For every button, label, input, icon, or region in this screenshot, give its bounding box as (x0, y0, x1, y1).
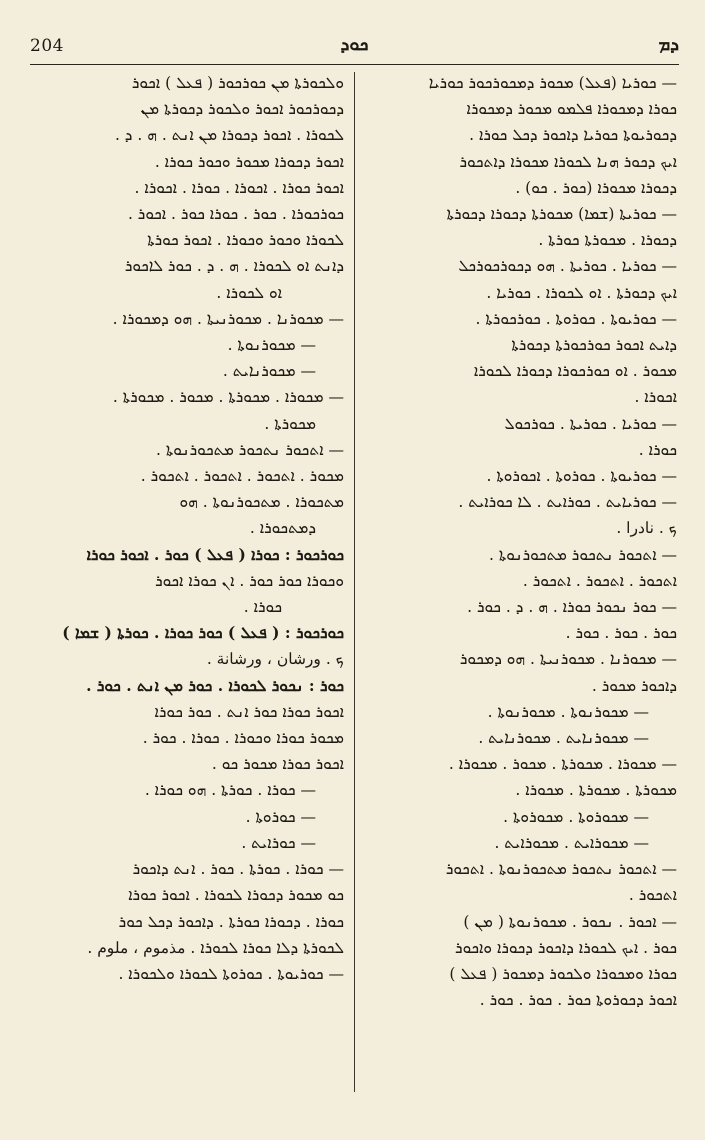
text-line: ܐܬܟܘܪ . ܐܬܟܘܪ . ܐܬܟܘܪ . (522, 571, 677, 590)
text-line: ܕܟܘܪܐ ܡܟܘܪܐ (ܟܘܪ . ܟܘ) . (515, 178, 677, 197)
text-line: ܡܬܟܘܪܐ . ܡܬܟܘܪܢܘܬܐ . ܗܘ (179, 493, 344, 512)
text-line: ܟܘܪ . ܟܘܪ . ܟܘܪ . (565, 624, 677, 643)
left-column (30, 70, 354, 1100)
text-line: ܡܟܘܪ . ܐܘ ܟܘܪܟܘܪܐ ܕܟܘܪܐ ܠܟܘܪܐ (473, 362, 677, 381)
text-line: ܟ . ورشان ، ورشانة . (206, 650, 344, 669)
text-line: ܐܟܘܪ ܕܟܘܪܐ ܡܟܘܪ ܘܟܘܪ ܟܘܪܐ . (154, 152, 344, 171)
headword-line: ܟܘܪ : ܢܟܘܪ ܠܟܘܪܐ . ܟܘܪ ܡܢ ܐܢܬ . ܟܘܪ . (86, 675, 344, 695)
text-line: — ܡܟܘܪܘܬܐ . ܡܟܘܪܘܬܐ . (503, 807, 649, 826)
text-line: — ܡܟܘܪܢܐܝܬ . ܡܟܘܪܢܐܝܬ . (478, 729, 649, 748)
text-line: ܐܬܟܘܪ . (628, 886, 677, 905)
text-line: ܐܟܘܪ ܕܟܘܪܘܬܐ ܟܘܪ . ܟܘܪ . ܟܘܪ . (479, 991, 677, 1010)
text-line: ܟܘܪܐ ܕܡܟܘܪܐ ܦܠܡܘ ܡܟܘܪ ܕܡܟܘܪܐ (466, 100, 677, 119)
text-line: ܠܟܘܪܬܐ ܕܠܐ ܟܘܪܐ ܠܟܘܪܐ . مذموم ، ملوم . (87, 938, 344, 957)
right-column (355, 70, 679, 1100)
text-line: — ܟܘܪ ܢܟܘܪ ܟܘܪܐ . ܗ . ܕ . ܟܘܪ . (467, 598, 677, 617)
text-line: ܕܐܢܬ ܐܘ ܠܟܘܪܐ . ܗ . ܕ . ܟܘܪ ܠܐܟܘܪ (124, 257, 344, 276)
text-line: ܡܟܘܪܬܐ . (264, 414, 316, 433)
text-line: ܡܟܘܪ ܟܘܪܐ ܘܟܘܪܐ . ܟܘܪܐ . ܟܘܪ . (142, 729, 344, 748)
text-line: ܐܟܘܪܐ . (634, 388, 677, 407)
text-line: — ܟܘܪܝܘܬܐ . ܟܘܪܘܬܐ ܠܟܘܪܐ ܘܠܟܘܪܐ . (118, 964, 344, 983)
text-line: — ܡܟܘܪܢܐ . ܡܟܘܪܢܝܬܐ . ܗܘ ܕܡܟܘܪܐ . (112, 309, 344, 328)
text-line: ܟܘܪܐ ܘܡܟܘܪܐ ܘܠܟܘܪ ܕܡܟܘܪ ( ܦܥܠ ) (449, 964, 677, 983)
text-columns (30, 70, 679, 1100)
text-line: — ܐܟܘܪ . ܢܟܘܪ . ܡܟܘܪܢܘܬܐ ( ܡܢ ) (463, 912, 677, 931)
text-line: — ܡܟܘܪܢܘܬܐ . (227, 336, 316, 355)
text-line: — ܟܘܪܐ . ܟܘܪܬܐ . ܗܘ ܟܘܪܐ . (144, 781, 316, 800)
text-line: — ܡܟܘܪܐ . ܡܟܘܪܬܐ . ܡܟܘܪ . ܡܟܘܪܬܐ . (112, 388, 344, 407)
text-line: — ܟܘܪܐ . ܟܘܪܬܐ . ܟܘܪ . ܐܢܬ ܕܐܟܘܪ (132, 860, 344, 879)
text-line: — ܟܘܪܝܐ . ܟܘܪܝܬܐ . ܟܘܪܟܘܠ (504, 414, 677, 433)
text-line: — ܟܘܪܝܐ . ܟܘܪܝܬܐ . ܗܘ ܕܟܘܪܟܘܪܟܠ (458, 257, 677, 276)
catchword: ܕܡ (658, 34, 679, 55)
headword-line: ܟܘܪܟܘܪ : ܟܘܪܐ ( ܦܥܠ ) ܟܘܪ . ܐܟܘܪ ܟܘܪܐ (86, 544, 344, 564)
text-line: — ܟܘܪܝܐܝܬ . ܟܘܪܐܝܬ . ܠܐ ܟܘܪܐܝܬ . (458, 493, 677, 512)
text-line: ܕܟܘܪܝܘܬܐ ܟܘܪܝܐ ܕܐܟܘܪ ܕܟܠ ܟܘܪܐ . (469, 126, 677, 145)
text-line: — ܐܬܟܘܪ ܢܬܟܘܪ ܡܬܟܘܪܢܘܬܐ . (155, 440, 344, 459)
text-line: — ܟܘܪܝܐ (ܦܥܠ) ܡܟܘܪ ܕܡܟܘܪܟܘܪ ܟܘܪܝܐ (428, 74, 677, 92)
text-line: ܟܘܪ . ܐܝܟ ܠܟܘܪܐ ܕܐܟܘܪ ܕܟܘܪܐ ܘܐܟܘܪ (455, 938, 677, 957)
text-line: ܐܟܘܪ ܟܘܪܐ ܡܟܘܪ ܟܘ . (211, 755, 344, 774)
text-line: ܕܟܘܪܐ . ܡܟܘܪܬܐ ܟܘܪܬܐ . (538, 231, 677, 250)
text-line: — ܡܟܘܪܢܐ . ܡܟܘܪܢܝܬܐ . ܗܘ ܕܡܟܘܪ (459, 650, 677, 669)
text-line: ܠܟܘܪܐ ܘܟܘܪ ܘܟܘܪܐ . ܐܟܘܪ ܟܘܪܬܐ (147, 231, 344, 250)
text-line: — ܟܘܪܝܘܬܐ . ܟܘܪܘܬܐ . ܟܘܪܟܘܪܬܐ . (475, 309, 677, 328)
text-line: — ܡܟܘܪܐ . ܡܟܘܪܬܐ . ܡܟܘܪ . ܡܟܘܪܐ . (448, 755, 677, 774)
text-line: — ܡܟܘܪܢܐܝܬ . (222, 362, 316, 381)
text-line: — ܟܘܪܝܘܬܐ . ܟܘܪܘܬܐ . ܐܟܘܪܘܬܐ . (486, 467, 677, 486)
text-line: ܟܘܪܟܘܪܐ . ܟܘܪ . ܟܘܪܐ ܟܘܪ . ܐܟܘܪ . (127, 205, 344, 224)
text-line: ܟܘܪܐ . ܕܟܘܪܐ ܟܘܪܬܐ . ܕܐܟܘܪ ܕܟܠ ܟܘܪ (118, 912, 344, 931)
text-line: ܘܟܘܪܐ ܟܘܪ ܟܘܪ . ܐܢ ܟܘܪܐ ܐܟܘܪ (155, 571, 344, 590)
text-line: ܠܟܘܪܐ . ܐܟܘܪ ܕܟܘܪܐ ܡܢ ܐܢܬ . ܗ . ܕ . (114, 126, 344, 145)
text-line: — ܡܟܘܪܐܝܬ . ܡܟܘܪܐܝܬ . (494, 833, 649, 852)
text-line: — ܡܟܘܪܢܘܬܐ . ܡܟܘܪܢܘܬܐ . (487, 702, 649, 721)
text-line: — ܟܘܪܝܬܐ (ܫܡܐ) ܡܟܘܪܬܐ ܕܟܘܪܐ ܕܟܘܪܬܐ (446, 205, 677, 224)
text-line: ܟܘ ܡܟܘܪ ܕܟܘܪܐ ܠܟܘܪܐ . ܐܟܘܪ ܟܘܪܐ (128, 886, 344, 905)
text-line: ܕܡܬܟܘܪܐ . (249, 519, 316, 538)
running-head: ܟܘܕ (340, 34, 369, 55)
text-line: ܟ . نادرا . (616, 519, 677, 538)
text-line: ܡܟܘܪܬܐ . ܡܟܘܪܬܐ . ܡܟܘܪܐ . (515, 781, 677, 800)
text-line: ܐܟܘܪ ܟܘܪܐ . ܐܟܘܪܐ . ܟܘܪܐ . ܐܟܘܪܐ . (134, 178, 344, 197)
page-header (30, 30, 679, 65)
text-line: ܕܐܟܘܪ ܡܟܘܪ . (591, 676, 677, 695)
text-line: ܡܟܘܪ . ܐܬܟܘܪ . ܐܬܟܘܪ . ܐܬܟܘܪ . (140, 467, 344, 486)
text-line: — ܟܘܪܘܬܐ . (245, 807, 316, 826)
text-line: ܐܝܟ ܕܟܘܪ ܗܢܐ ܠܟܘܪܐ ܡܟܘܪܐ ܕܐܬܟܘܪ (459, 152, 677, 171)
text-line: ܐܟܘܪ ܟܘܪܐ ܟܘܪ ܐܢܬ . ܟܘܪ ܟܘܪܐ (154, 702, 344, 721)
text-line: ܕܐܝܬ ܐܟܘܪ ܟܘܪܟܘܪܬܐ ܕܟܘܪܬܐ (511, 336, 677, 355)
text-line: — ܐܬܟܘܪ ܢܬܟܘܪ ܡܬܟܘܪܢܘܬܐ . (488, 545, 677, 564)
text-line: ܘܠܟܘܪܬܐ ܡܢ ܟܘܪܟܘܪ ( ܦܥܠ ) ܐܟܘܪ (131, 74, 344, 92)
text-line: — ܐܬܟܘܪ ܢܬܟܘܪ ܡܬܟܘܪܢܘܬܐ . ܐܬܟܘܪ (445, 860, 677, 879)
text-line: ܐܝܟ ܕܟܘܪܬܐ . ܐܘ ܠܟܘܪܐ . ܟܘܪܝܐ . (486, 283, 677, 302)
text-line: ܐܘ ܠܟܘܪܐ . (216, 283, 282, 302)
text-line: ܟܘܪܐ . (638, 440, 677, 459)
text-line: ܕܟܘܪܟܘܪ ܐܟܘܪ ܘܠܟܘܪ ܕܟܘܪܬܐ ܡܢ (140, 100, 344, 119)
page-number: 204 (30, 36, 64, 56)
text-line: ܟܘܪܐ . (243, 598, 282, 617)
headword-line: ܟܘܪܟܘܪ : ( ܦܥܠ ) ܟܘܪ ܟܘܪܐ . ܟܘܪܬܐ ( ܫܡܐ ) (62, 623, 344, 643)
text-line: — ܟܘܪܐܝܬ . (241, 833, 316, 852)
